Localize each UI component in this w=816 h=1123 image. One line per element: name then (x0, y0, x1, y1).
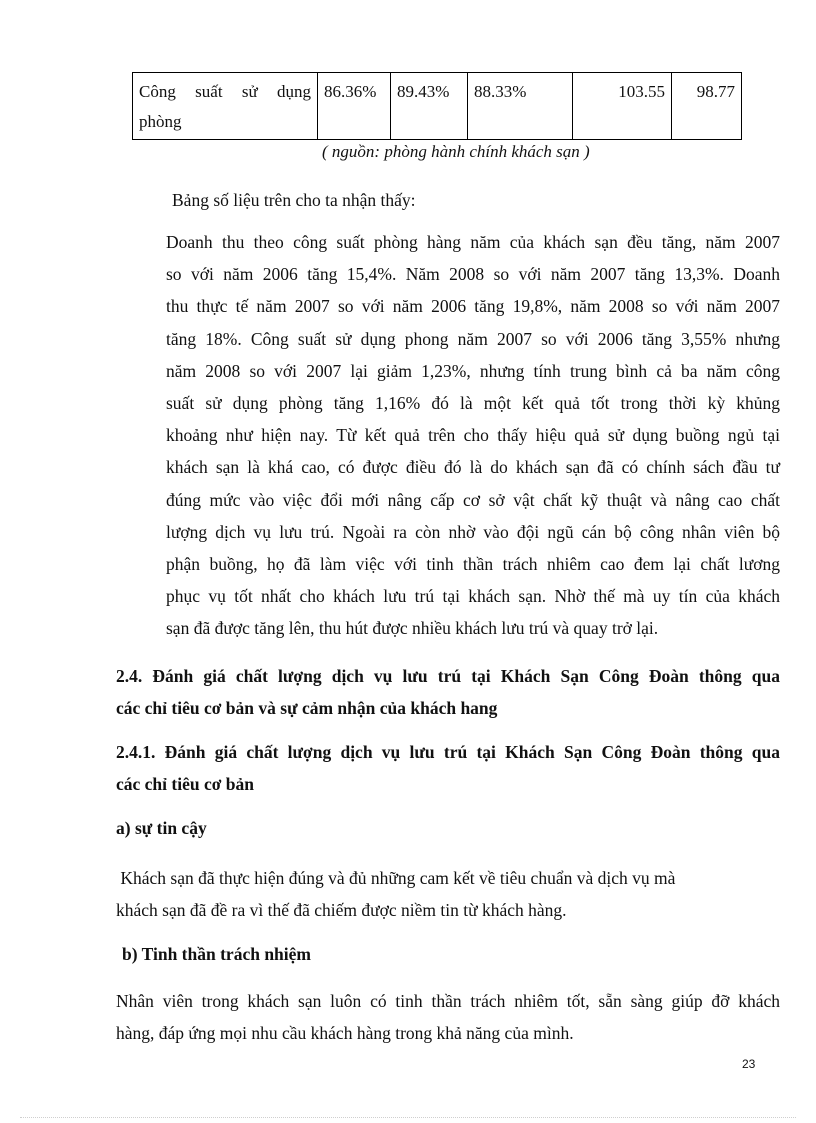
value-cell: 103.55 (573, 73, 672, 140)
paragraph-line: khoảng như hiện nay. Từ kết quả trên cho thấy hiệu quả sử dụng buồng ngủ tại (166, 425, 780, 446)
analysis-paragraph (166, 226, 780, 645)
source-note: ( nguồn: phòng hành chính khách sạn ) (322, 142, 590, 161)
value-cell: 89.43% (391, 73, 468, 140)
paragraph-line: Nhân viên trong khách sạn luôn có tinh thần trách nhiêm tốt, sẵn sàng giúp đỡ khách (116, 991, 780, 1011)
room-usage-table (132, 72, 742, 140)
paragraph-line: lượng dịch vụ lưu trú. Ngoài ra còn nhờ vào đội ngũ cán bộ công nhân viên bộ (166, 521, 780, 542)
value-cell: 86.36% (318, 73, 391, 140)
reliability-paragraph (116, 862, 776, 926)
heading-line: 2.4.1. Đánh giá chất lượng dịch vụ lưu trú tại Khách Sạn Công Đoàn thông qua (116, 742, 780, 762)
paragraph-line: đúng mức vào việc đổi mới nâng cấp cơ sở vật chất kỹ thuật và nâng cao chất (166, 489, 780, 510)
section-heading-2-4 (116, 660, 780, 724)
paragraph-line: Khách sạn đã thực hiện đúng và đủ những cam kết về tiêu chuẩn và dịch vụ mà (116, 868, 676, 888)
row-label-cell: Công suất sử dụng phòng (133, 73, 318, 140)
subheading-responsibility: b) Tinh thần trách nhiệm (122, 944, 311, 964)
paragraph-line: năm 2008 so với 2007 lại giảm 1,23%, nhưng tính trung bình cả ba năm công (166, 360, 780, 381)
paragraph-line: phận buồng, họ đã làm việc với tinh thần trách nhiêm cao đem lại chất lương (166, 554, 780, 575)
paragraph-line: phục vụ tốt nhất cho khách lưu trú tại khách sạn. Nhờ thế mà uy tín của khách (166, 586, 780, 607)
paragraph-line: thu thực tế năm 2007 so với năm 2006 tăng 19,8%, năm 2008 so với năm 2007 (166, 296, 780, 317)
paragraph-line: khách sạn là khá cao, có được điều đó là do khách sạn đã có chính sách đầu tư (166, 457, 780, 478)
heading-line: các chỉ tiêu cơ bản (116, 774, 255, 794)
page-bottom-divider (20, 1117, 796, 1118)
paragraph-line: so với năm 2006 tăng 15,4%. Năm 2008 so với năm 2007 tăng 13,3%. Doanh (166, 264, 780, 285)
intro-sentence: Bảng số liệu trên cho ta nhận thấy: (172, 190, 416, 210)
value-cell: 98.77 (672, 73, 742, 140)
paragraph-line: suất sử dụng phòng tăng 1,16% đó là một kết quả tốt trong thời kỳ khủng (166, 393, 780, 414)
subheading-reliability: a) sự tin cậy (116, 818, 207, 838)
paragraph-line: khách sạn đã đề ra vì thế đã chiếm được niềm tin từ khách hàng. (116, 900, 567, 921)
section-heading-2-4-1 (116, 736, 780, 800)
paragraph-line: hàng, đáp ứng mọi nhu cầu khách hàng trong khả năng của mình. (116, 1023, 574, 1044)
page-number: 23 (742, 1057, 756, 1071)
value-cell: 88.33% (468, 73, 573, 140)
paragraph-line: sạn đã được tăng lên, thu hút được nhiều khách lưu trú và quay trở lại. (166, 618, 659, 639)
heading-line: các chỉ tiêu cơ bản và sự cảm nhận của khách hang (116, 698, 498, 718)
table-row (133, 73, 742, 140)
responsibility-paragraph (116, 985, 780, 1049)
paragraph-line: Doanh thu theo công suất phòng hàng năm của khách sạn đều tăng, năm 2007 (166, 232, 780, 252)
heading-line: 2.4. Đánh giá chất lượng dịch vụ lưu trú tại Khách Sạn Công Đoàn thông qua (116, 666, 780, 686)
paragraph-line: tăng 18%. Công suất sử dụng phong năm 2007 so với 2006 tăng 3,55% nhưng (166, 328, 780, 349)
